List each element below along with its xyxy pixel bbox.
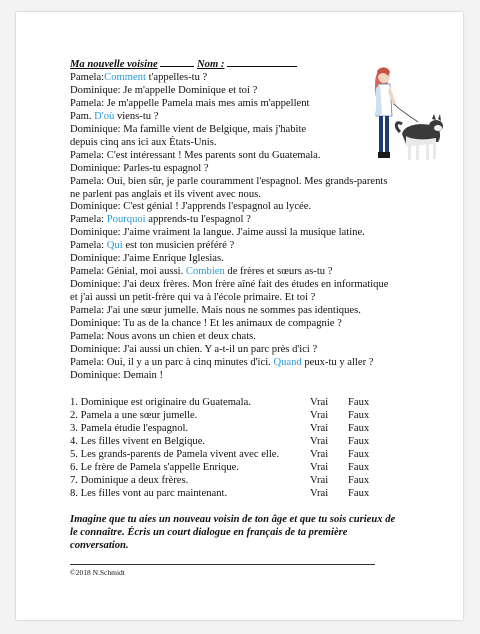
- vrai-option[interactable]: Vrai: [310, 409, 329, 421]
- vrai-option[interactable]: Vrai: [310, 461, 329, 473]
- speaker-name: Dominique:: [70, 84, 121, 96]
- line-text: Ma famille vient de Belgique, mais j'habite: [120, 123, 307, 135]
- speaker-name: Pamela:: [70, 240, 105, 252]
- question-text: 4. Les filles vivent en Belgique.: [70, 435, 206, 447]
- dialogue-line: [70, 266, 410, 279]
- line-text: ne parlent pas anglais et ils vivent avec nous.: [70, 188, 261, 200]
- faux-option[interactable]: Faux: [348, 396, 370, 408]
- true-false-questions: [70, 397, 400, 501]
- line-text: de frères et sœurs as-tu ?: [224, 266, 333, 278]
- dialogue-line: [70, 331, 410, 344]
- vrai-option[interactable]: Vrai: [310, 448, 329, 460]
- footer-divider: [70, 564, 375, 565]
- dialogue-line: [70, 72, 410, 85]
- line-text: J'aime Enrique Iglesias.: [120, 253, 224, 265]
- copyright: ©2018 N.Schmidt: [70, 568, 125, 577]
- dialogue-line: [70, 163, 410, 176]
- question-word: Pourquoi: [106, 214, 146, 226]
- question-text: 1. Dominique est originaire du Guatemala.: [70, 396, 251, 408]
- faux-option[interactable]: Faux: [348, 409, 370, 421]
- writing-prompt: Imagine que tu aies un nouveau voisin de ton âge et que tu sois curieux de le connaître. Écris un court dialogue en français de ta première conversation.: [70, 514, 396, 551]
- question-text: 3. Pamela étudie l'espagnol.: [70, 422, 189, 434]
- speaker-name: Dominique:: [70, 279, 121, 291]
- line-text: peux-tu y aller ?: [301, 356, 374, 368]
- line-text: J'ai une sœur jumelle. Mais nous ne sommes pas identiques.: [104, 305, 361, 317]
- line-text: apprends-tu l'espagnol ?: [145, 214, 251, 226]
- line-text: Tu as de la chance ! Et les animaux de compagnie ?: [120, 318, 342, 330]
- question-text: 2. Pamela a une sœur jumelle.: [70, 409, 198, 421]
- speaker-name: Pamela:: [70, 149, 105, 161]
- dialogue-line: [70, 124, 410, 137]
- faux-option[interactable]: Faux: [348, 435, 370, 447]
- question-row: [70, 462, 400, 475]
- question-text: 5. Les grands-parents de Pamela vivent avec elle.: [70, 448, 280, 460]
- question-text: 7. Dominique a deux frères.: [70, 474, 189, 486]
- vrai-option[interactable]: Vrai: [310, 435, 329, 447]
- vrai-option[interactable]: Vrai: [310, 474, 329, 486]
- worksheet-page: [16, 12, 463, 620]
- speaker-name: Pamela:: [70, 97, 105, 109]
- dialogue-line: [70, 279, 410, 292]
- question-row: [70, 449, 400, 462]
- speaker-name: Pamela:: [70, 214, 105, 226]
- name-label: Nom :: [197, 59, 225, 70]
- line-text: Génial, moi aussi.: [104, 266, 186, 278]
- speaker-name: Dominique:: [70, 343, 121, 355]
- speaker-name: Dominique:: [70, 253, 121, 265]
- worksheet-content: [70, 57, 410, 552]
- faux-option[interactable]: Faux: [348, 487, 370, 499]
- line-text: t'appelles-tu ?: [145, 71, 208, 83]
- question-word: Comment: [104, 71, 146, 83]
- line-text: Demain !: [120, 369, 163, 381]
- question-word: Qui: [106, 240, 123, 252]
- vrai-option[interactable]: Vrai: [310, 487, 329, 499]
- dialogue-line: [70, 201, 410, 214]
- speaker-name: Dominique:: [70, 227, 121, 239]
- line-text: Oui, bien sûr, je parle couramment l'espagnol. Mes grands-parents: [104, 175, 388, 187]
- faux-option[interactable]: Faux: [348, 474, 370, 486]
- line-text: J'aime vraiment la langue. J'aime aussi la musique latine.: [120, 227, 365, 239]
- dialogue-line: [70, 344, 410, 357]
- dialogue-line: [70, 111, 410, 124]
- dialogue: [70, 72, 410, 383]
- faux-option[interactable]: Faux: [348, 448, 370, 460]
- dialogue-line: [70, 292, 410, 305]
- line-text: Pam.: [70, 110, 95, 122]
- line-text: Je m'appelle Pamela mais mes amis m'appellent: [104, 97, 310, 109]
- dialogue-line: [70, 85, 410, 98]
- speaker-name: Pamela:: [70, 305, 105, 317]
- title-blank: [160, 57, 194, 67]
- speaker-name: Pamela:: [70, 331, 105, 343]
- vrai-option[interactable]: Vrai: [310, 396, 329, 408]
- title-line: [70, 57, 410, 72]
- speaker-name: Pamela:: [70, 71, 105, 83]
- question-text: 6. Le frère de Pamela s'appelle Enrique.: [70, 461, 239, 473]
- dialogue-line: [70, 240, 410, 253]
- dialogue-line: [70, 214, 410, 227]
- vrai-option[interactable]: Vrai: [310, 422, 329, 434]
- dialogue-line: [70, 176, 410, 189]
- dialogue-line: [70, 150, 410, 163]
- page-title: Ma nouvelle voisine: [70, 59, 158, 70]
- line-text: C'est génial ! J'apprends l'espagnol au lycée.: [120, 201, 312, 213]
- question-text: 8. Les filles vont au parc maintenant.: [70, 487, 228, 499]
- line-text: est ton musicien préféré ?: [122, 240, 235, 252]
- question-row: [70, 475, 400, 488]
- dialogue-line: [70, 253, 410, 266]
- question-row: [70, 423, 400, 436]
- line-text: et j'ai aussi un petit-frère qui va à l'école primaire. Et toi ?: [70, 292, 316, 304]
- speaker-name: Pamela:: [70, 175, 105, 187]
- line-text: depuis cinq ans ici aux États-Unis.: [70, 136, 217, 148]
- dialogue-line: [70, 98, 410, 111]
- name-blank: [227, 57, 297, 67]
- speaker-name: Dominique:: [70, 318, 121, 330]
- question-row: [70, 488, 400, 501]
- line-text: J'ai deux frères. Mon frère aîné fait des études en informatique: [120, 279, 389, 291]
- line-text: Nous avons un chien et deux chats.: [104, 331, 256, 343]
- line-text: Parles-tu espagnol ?: [120, 162, 209, 174]
- question-word: Combien: [185, 266, 225, 278]
- speaker-name: Dominique:: [70, 123, 121, 135]
- faux-option[interactable]: Faux: [348, 461, 370, 473]
- line-text: Je m'appelle Dominique et toi ?: [120, 84, 258, 96]
- speaker-name: Pamela:: [70, 356, 105, 368]
- line-text: Oui, il y a un parc à cinq minutes d'ici.: [104, 356, 274, 368]
- speaker-name: Dominique:: [70, 201, 121, 213]
- line-text: viens-tu ?: [114, 110, 159, 122]
- dialogue-line: [70, 305, 410, 318]
- dialogue-line: [70, 370, 410, 383]
- dialogue-line: [70, 137, 410, 150]
- dialogue-line: [70, 318, 410, 331]
- question-row: [70, 410, 400, 423]
- speaker-name: Dominique:: [70, 162, 121, 174]
- line-text: J'ai aussi un chien. Y a-t-il un parc près d'ici ?: [120, 343, 318, 355]
- dialogue-line: [70, 189, 410, 202]
- question-word: D'où: [94, 110, 115, 122]
- dialogue-line: [70, 227, 410, 240]
- line-text: C'est intéressant ! Mes parents sont du Guatemala.: [104, 149, 321, 161]
- speaker-name: Dominique:: [70, 369, 121, 381]
- dialogue-line: [70, 357, 410, 370]
- speaker-name: Pamela:: [70, 266, 105, 278]
- question-row: [70, 436, 400, 449]
- faux-option[interactable]: Faux: [348, 422, 370, 434]
- question-word: Quand: [273, 356, 302, 368]
- question-row: [70, 397, 400, 410]
